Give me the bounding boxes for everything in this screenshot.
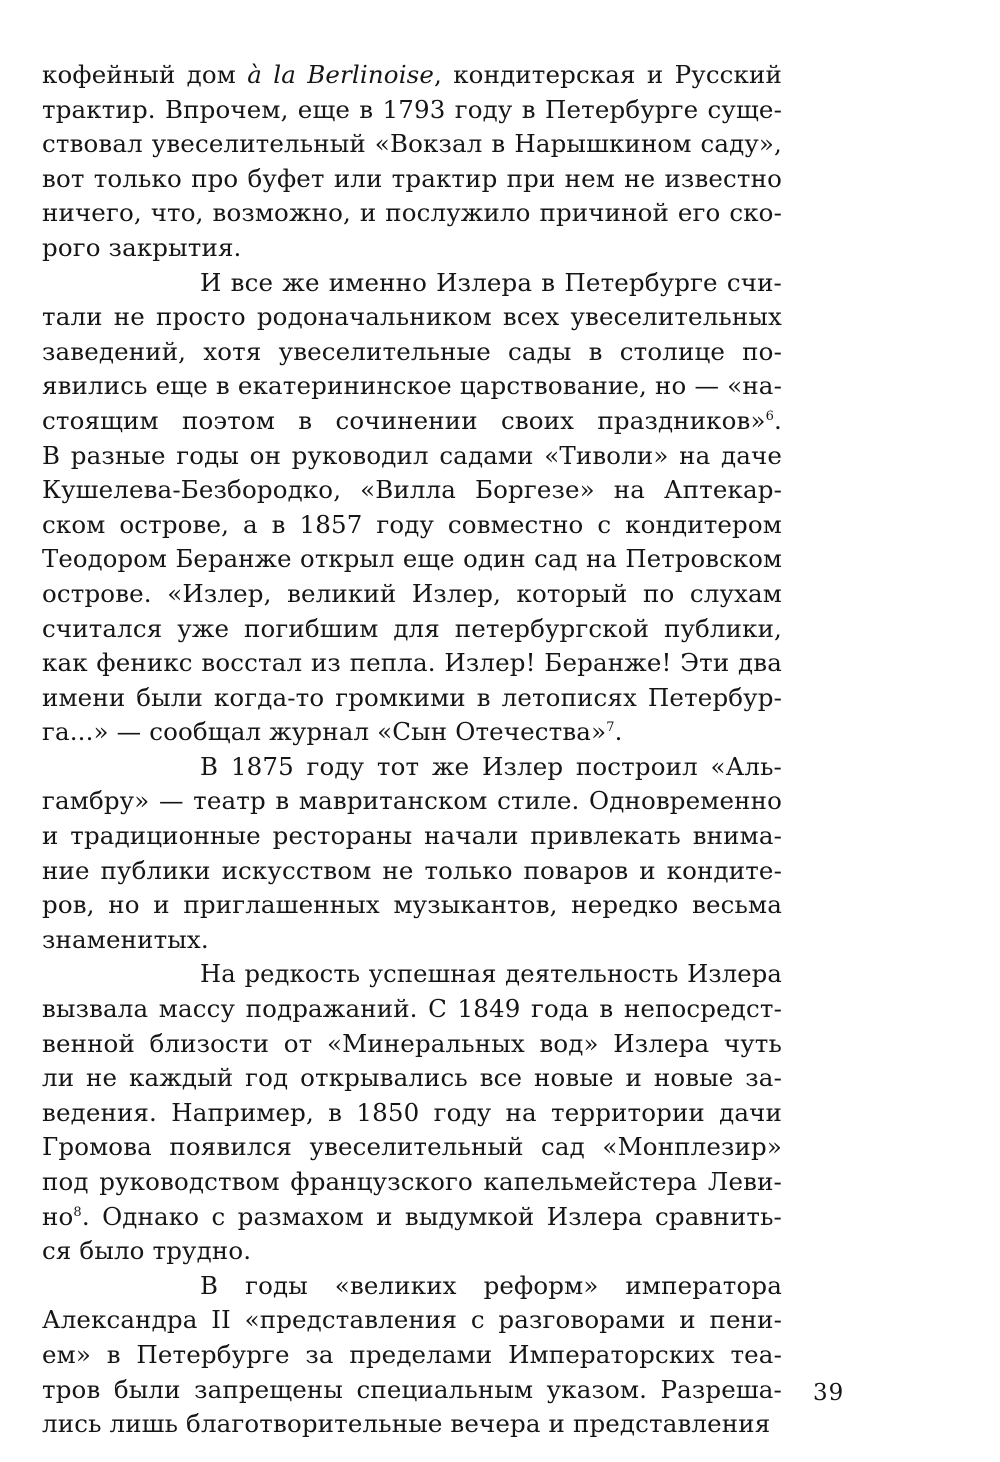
text-line: кофейный дом à la Berlinoise, кондитерская и Русский [42, 60, 782, 89]
paragraph [42, 957, 782, 1268]
text-line: тали не просто родоначальником всех увеселительных [42, 302, 782, 332]
text-line: явились еще в екатерининское царствование, но — «на- [42, 371, 782, 401]
paragraph [42, 266, 782, 750]
paragraph [42, 1269, 782, 1442]
text-line: вызвала массу подражаний. С 1849 года в непосредст- [42, 994, 782, 1024]
text-line: Александра II «представления с разговорами и пени- [42, 1305, 782, 1335]
text-line: Кушелева-Безбородко, «Вилла Боргезе» на Аптекар- [42, 475, 782, 505]
text-line: под руководством французского капельмейстера Леви- [42, 1167, 782, 1196]
text-line: вот только про буфет или трактир при нем не известно [42, 163, 782, 193]
text-line: ском острове, а в 1857 году совместно с кондитером [42, 509, 782, 539]
text-line: На редкость успешная деятельность Излера [200, 960, 782, 989]
text-line: В разные годы он руководил садами «Тиволи» на даче [42, 440, 782, 470]
text-line: В годы «великих реформ» императора [200, 1270, 782, 1300]
paragraph [42, 58, 782, 266]
text-line: венной близости от «Минеральных вод» Излера чуть [42, 1028, 782, 1058]
text-line: Теодором Беранже открыл еще один сад на Петровском [42, 544, 782, 574]
text-line: знаменитых. [42, 924, 209, 954]
text-line: га...» — сообщал журнал «Сын Отечества»$^7$. [42, 717, 623, 747]
text-line: ся было трудно. [42, 1236, 252, 1266]
page-number: 39 [813, 1380, 845, 1406]
text-line: рого закрытия. [42, 232, 242, 262]
text-line: лись лишь благотворительные вечера и представления [42, 1409, 771, 1439]
text-line: ние публики искусством не только поваров и кондите- [42, 855, 782, 885]
text-line: гамбру» — театр в мавританском стиле. Одновременно [42, 786, 782, 816]
text-line: и традиционные рестораны начали привлекать внима- [42, 821, 782, 851]
text-line: И все же именно Излера в Петербурге счи- [200, 267, 782, 297]
text-line: заведений, хотя увеселительные сады в столице по- [42, 336, 782, 366]
text-line: ведения. Например, в 1850 году на территории дачи [42, 1097, 782, 1127]
text-line: В 1875 году тот же Излер построил «Аль- [200, 751, 782, 781]
text-line: имени были когда-то громкими в летописях Петербур- [42, 682, 782, 712]
text-line: ствовал увеселительный «Вокзал в Нарышкином саду», [42, 129, 782, 159]
paragraph [42, 750, 782, 958]
text-line: острове. «Излер, великий Излер, который по слухам [42, 578, 782, 608]
text-line: но$^8$. Однако с размахом и выдумкой Излера сравнить- [42, 1201, 782, 1231]
text-line: ли не каждый год открывались все новые и новые за- [42, 1063, 782, 1093]
text-line: трактир. Впрочем, еще в 1793 году в Петербурге суще- [42, 94, 782, 124]
text-line: тров были запрещены специальным указом. Разреша- [42, 1374, 782, 1404]
text-line: ем» в Петербурге за пределами Императорских теа- [42, 1339, 782, 1369]
body-text [42, 58, 782, 1442]
text-line: считался уже погибшим для петербургской публики, [42, 613, 782, 643]
text-line: как феникс восстал из пепла. Излер! Беранже! Эти два [42, 648, 782, 678]
text-line: стоящим поэтом в сочинении своих праздников»$^6$. [42, 405, 782, 435]
text-line: Громова появился увеселительный сад «Монплезир» [42, 1132, 782, 1162]
text-line: ничего, что, возможно, и послужило причиной его ско- [42, 198, 782, 228]
text-line: ров, но и приглашенных музыкантов, нередко весьма [42, 890, 782, 920]
